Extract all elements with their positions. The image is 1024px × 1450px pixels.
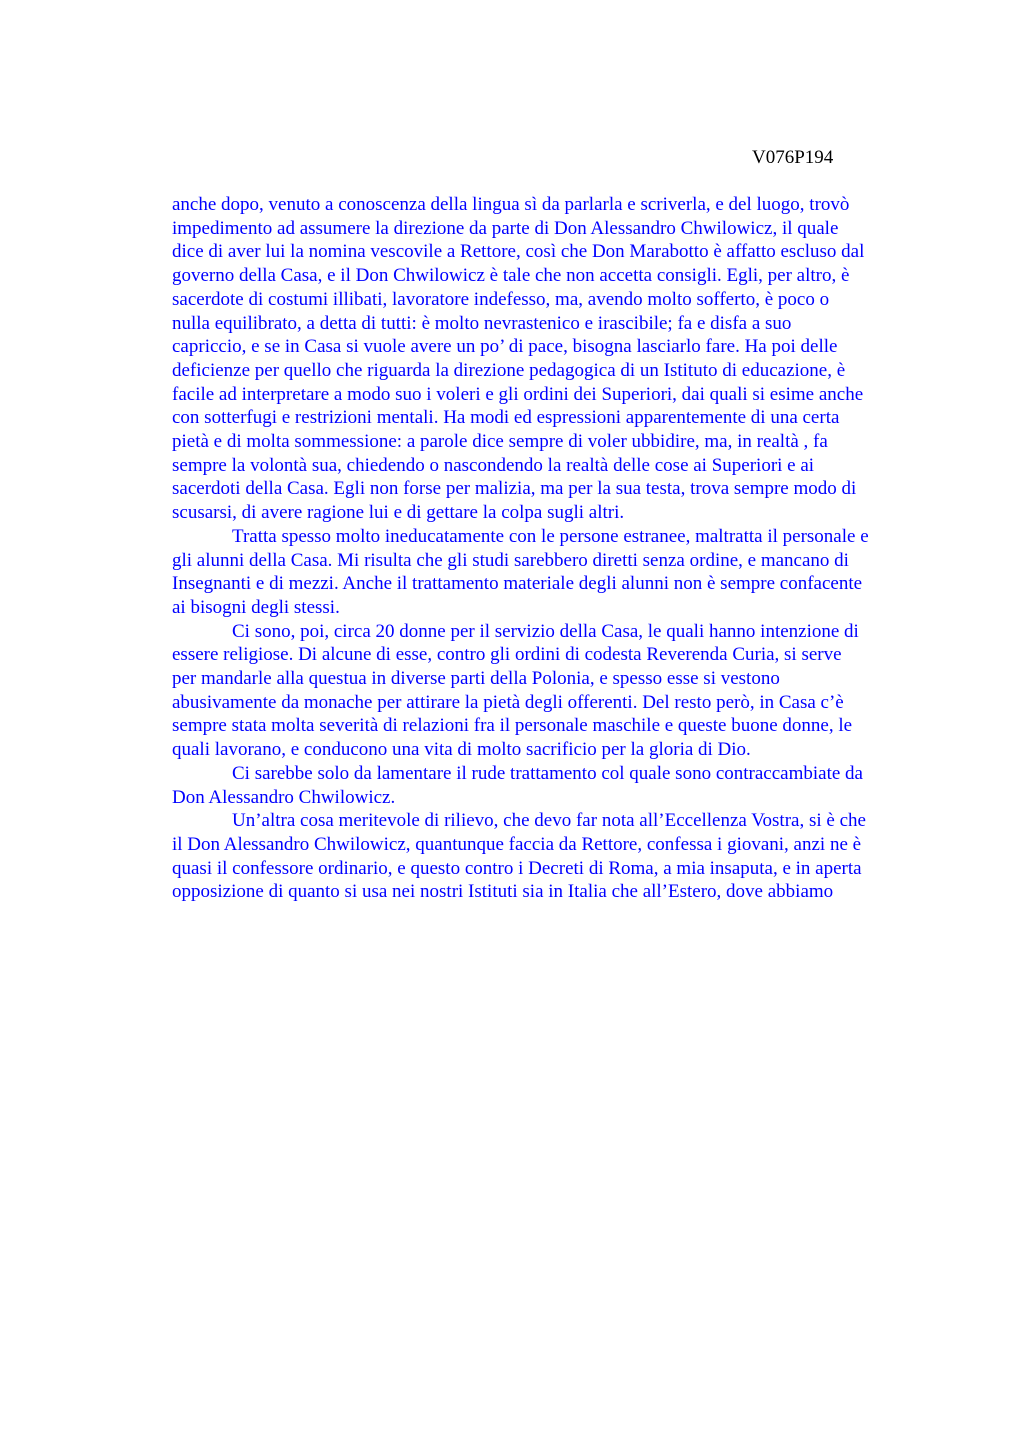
text-line: gli alunni della Casa. Mi risulta che gli studi sarebbero diretti senza ordine, e mancano di xyxy=(172,549,849,571)
text-line: quali lavorano, e conducono una vita di molto sacrificio per la gloria di Dio. xyxy=(172,739,751,761)
text-line: sacerdoti della Casa. Egli non forse per malizia, ma per la sua testa, trova sempre modo di xyxy=(172,478,857,500)
text-line: pietà e di molta sommessione: a parole dice sempre di voler ubbidire, ma, in realtà , fa xyxy=(172,431,828,453)
page-reference: V076P194 xyxy=(752,147,834,168)
text-line: Ci sono, poi, circa 20 donne per il servizio della Casa, le quali hanno intenzione di xyxy=(232,620,859,642)
text-line: sempre stata molta severità di relazioni fra il personale maschile e queste buone donne, le xyxy=(172,715,853,737)
text-line: capriccio, e se in Casa si vuole avere un po’ di pace, bisogna lasciarlo fare. Ha poi delle xyxy=(172,336,838,358)
paragraph xyxy=(172,762,952,809)
text-line: Tratta spesso molto ineducatamente con le persone estranee, maltratta il personale e xyxy=(232,525,869,547)
paragraph xyxy=(172,193,952,525)
text-line: sacerdote di costumi illibati, lavoratore indefesso, ma, avendo molto sofferto, è poco o xyxy=(172,288,830,310)
text-line: sempre la volontà sua, chiedendo o nascondendo la realtà delle cose ai Superiori e ai xyxy=(172,454,815,476)
paragraph xyxy=(172,620,952,762)
text-line: dice di aver lui la nomina vescovile a Rettore, così che Don Marabotto è affatto escluso dal xyxy=(172,241,865,263)
text-line: nulla equilibrato, a detta di tutti: è molto nevrastenico e irascibile; fa e disfa a suo xyxy=(172,312,792,334)
text-line: con sotterfugi e restrizioni mentali. Ha modi ed espressioni apparentemente di una certa xyxy=(172,407,840,429)
text-line: governo della Casa, e il Don Chwilowicz è tale che non accetta consigli. Egli, per altro, è xyxy=(172,265,850,287)
text-line: quasi il confessore ordinario, e questo contro i Decreti di Roma, a mia insaputa, e in aperta xyxy=(172,857,862,879)
text-line: Don Alessandro Chwilowicz. xyxy=(172,786,396,808)
text-line: ai bisogni degli stessi. xyxy=(172,596,340,618)
text-line: abusivamente da monache per attirare la pietà degli offerenti. Del resto però, in Casa c’è xyxy=(172,691,844,713)
text-line: Ci sarebbe solo da lamentare il rude trattamento col quale sono contraccambiate da xyxy=(232,762,863,784)
text-line: opposizione di quanto si usa nei nostri Istituti sia in Italia che all’Estero, dove abbiamo xyxy=(172,881,834,903)
text-line: per mandarle alla questua in diverse parti della Polonia, e spesso esse si vestono xyxy=(172,668,780,690)
text-line: Insegnanti e di mezzi. Anche il trattamento materiale degli alunni non è sempre confacente xyxy=(172,573,863,595)
text-line: impedimento ad assumere la direzione da parte di Don Alessandro Chwilowicz, il quale xyxy=(172,217,839,239)
paragraph xyxy=(172,525,952,620)
text-line: facile ad interpretare a modo suo i voleri e gli ordini dei Superiori, dai quali si esime anche xyxy=(172,383,864,405)
text-line: scusarsi, di avere ragione lui e di gettare la colpa sugli altri. xyxy=(172,502,625,524)
document-body xyxy=(172,193,952,904)
text-line: essere religiose. Di alcune di esse, contro gli ordini di codesta Reverenda Curia, si serve xyxy=(172,644,842,666)
text-line: deficienze per quello che riguarda la direzione pedagogica di un Istituto di educazione, è xyxy=(172,359,846,381)
paragraph xyxy=(172,809,952,904)
text-line: il Don Alessandro Chwilowicz, quantunque faccia da Rettore, confessa i giovani, anzi ne è xyxy=(172,833,862,855)
text-line: anche dopo, venuto a conoscenza della lingua sì da parlarla e scriverla, e del luogo, trovò xyxy=(172,194,850,215)
text-line: Un’altra cosa meritevole di rilievo, che devo far nota all’Eccellenza Vostra, si è che xyxy=(232,810,866,832)
